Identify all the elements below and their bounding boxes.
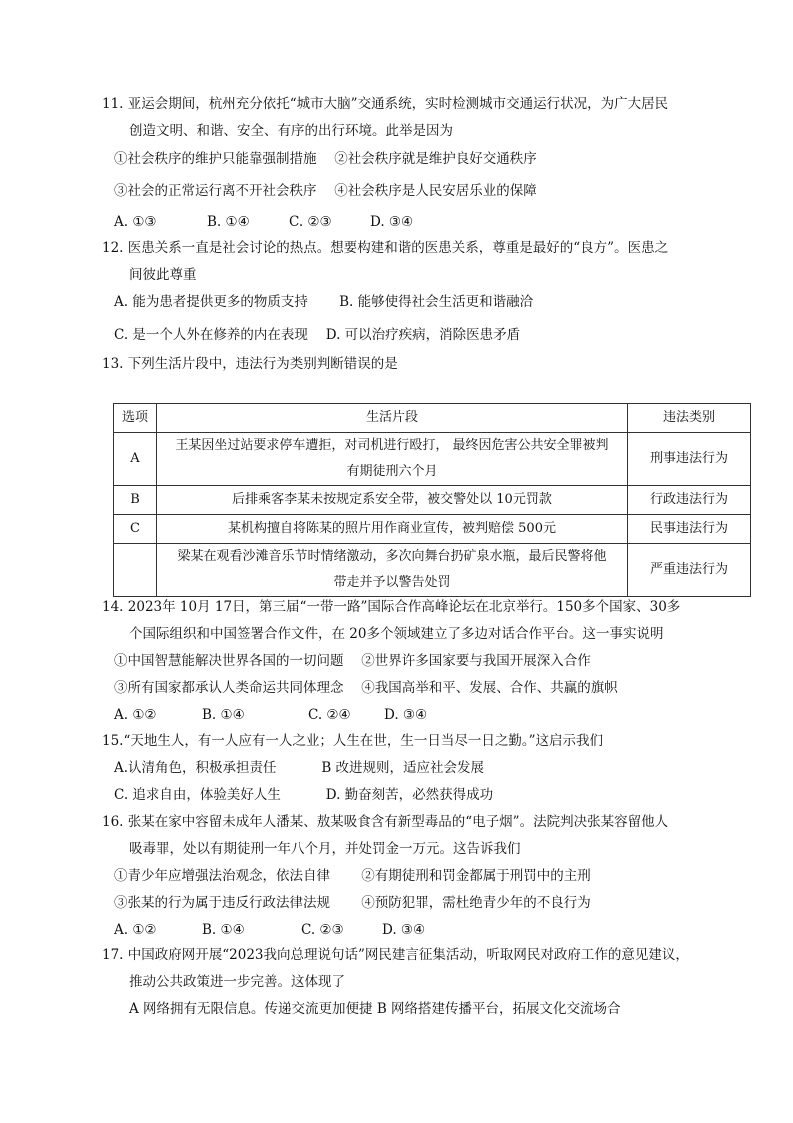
row-life-segment: 后排乘客李某未按规定系安全带，被交警处以 10元罚款 [157,486,628,515]
row-text-line2: 带走并予以警告处罚 [333,575,451,590]
q14-choice-c: C. ②④ [308,707,351,723]
row-category: 刑事违法行为 [628,433,751,486]
q14-choice-d: D. ③④ [384,707,428,723]
q11-stem-line1: 11. 亚运会期间，杭州充分依托“城市大脑”交通系统，实时检测城市交通运行状况，为广大居民 [102,96,669,112]
q16-options-row2: ③张某的行为属于违反行政法律法规 ④预防犯罪，需杜绝青少年的不良行为 [114,895,591,911]
q14-stem-line1: 14. 2023年 10月 17日，第三届“一带一路”国际合作高峰论坛在北京举行。150多个国家、30多 [102,599,681,615]
q11-choice-a: A. ①③ [114,214,157,230]
q14-stem-line2: 个国际组织和中国签署合作文件，在 20多个领域建立了多边对话合作平台。这一事实说明 [129,626,664,642]
q15-stem: 15.“天地生人，有一人应有一人之业；人生在世，生一日当尽一日之勤。”这启示我们 [102,733,604,749]
q17-options-row1: A 网络拥有无限信息。传递交流更加便捷 B 网络搭建传播平台，拓展文化交流场合 [129,1001,621,1017]
row-option [114,544,157,597]
table-row [114,486,751,515]
q16-choice-c: C. ②③ [301,922,344,938]
table-header-row [114,404,751,433]
row-life-segment [157,433,628,486]
q11-options-row1: ①社会秩序的维护只能靠强制措施 ②社会秩序就是维护良好交通秩序 [114,151,537,167]
q11-options-row2: ③社会的正常运行离不开社会秩序 ④社会秩序是人民安居乐业的保障 [114,183,537,199]
q16-stem-line1: 16. 张某在家中容留未成年人潘某、敖某吸食含有新型毒品的“电子烟”。法院判决张某容留他人 [102,814,669,830]
row-text-line1: 王某因坐过站要求停车遭拒，对司机进行殴打， 最终因危害公共安全罪被判 [175,438,609,453]
q14-options-row1: ①中国智慧能解决世界各国的一切问题 ②世界许多国家要与我国开展深入合作 [114,653,591,669]
q13-table [113,403,751,597]
q14-options-row2: ③所有国家都承认人类命运共同体理念 ④我国高举和平、发展、合作、共赢的旗帜 [114,680,618,696]
table-row [114,544,751,597]
q16-choice-d: D. ③④ [382,922,426,938]
q15-options-row2: C. 追求自由，体验美好人生 D. 勤奋刻苦，必然获得成功 [114,787,494,803]
header-violation-type: 违法类别 [628,404,751,433]
row-text-line2: 有期徒刑六个月 [346,464,438,479]
q11-choice-b: B. ①④ [207,214,250,230]
q14-choice-b: B. ①④ [202,707,245,723]
q16-stem-line2: 吸毒罪，处以有期徒刑一年八个月，并处罚金一万元。这告诉我们 [129,841,521,857]
row-option: B [114,486,157,515]
q11-choice-c: C. ②③ [289,214,332,230]
header-life-segment: 生活片段 [157,404,628,433]
q12-options-row2: C. 是一个人外在修养的内在表现 D. 可以治疗疾病，消除医患矛盾 [114,327,521,343]
row-life-segment: 某机构擅自将陈某的照片用作商业宣传，被判赔偿 500元 [157,515,628,544]
q16-choice-a: A. ①② [114,922,157,938]
row-category: 严重违法行为 [628,544,751,597]
q16-options-row1: ①青少年应增强法治观念，依法自律 ②有期徒刑和罚金都属于刑罚中的主刑 [114,868,591,884]
q14-choice-a: A. ①② [114,707,157,723]
q11-stem-line2: 创造文明、和谐、安全、有序的出行环境。此举是因为 [129,123,453,139]
q17-stem-line1: 17. 中国政府网开展“2023我向总理说句话”网民建言征集活动，听取网民对政府工作的意见建议， [102,947,689,963]
q13-stem: 13. 下列生活片段中，违法行为类别判断错误的是 [102,356,398,372]
row-life-segment [157,544,628,597]
row-text-line1: 梁某在观看沙滩音乐节时情绪激动，多次向舞台扔矿泉水瓶，最后民警将他 [177,549,607,564]
q12-options-row1: A. 能为患者提供更多的物质支持 B. 能够使得社会生活更和谐融洽 [114,294,534,310]
header-option: 选项 [114,404,157,433]
q12-stem-line2: 间彼此尊重 [129,267,197,283]
q15-options-row1: A.认清角色，积极承担责任 B 改进规则，适应社会发展 [114,760,485,776]
table-row [114,515,751,544]
q12-stem-line1: 12. 医患关系一直是社会讨论的热点。想要构建和谐的医患关系，尊重是最好的“良方”。医患之 [102,240,669,256]
q16-choice-b: B. ①④ [202,922,245,938]
row-option: C [114,515,157,544]
q17-stem-line2: 推动公共政策进一步完善。这体现了 [129,974,345,990]
row-option: A [114,433,157,486]
table-row [114,433,751,486]
q11-choice-d: D. ③④ [370,214,414,230]
row-category: 民事违法行为 [628,515,751,544]
row-category: 行政违法行为 [628,486,751,515]
